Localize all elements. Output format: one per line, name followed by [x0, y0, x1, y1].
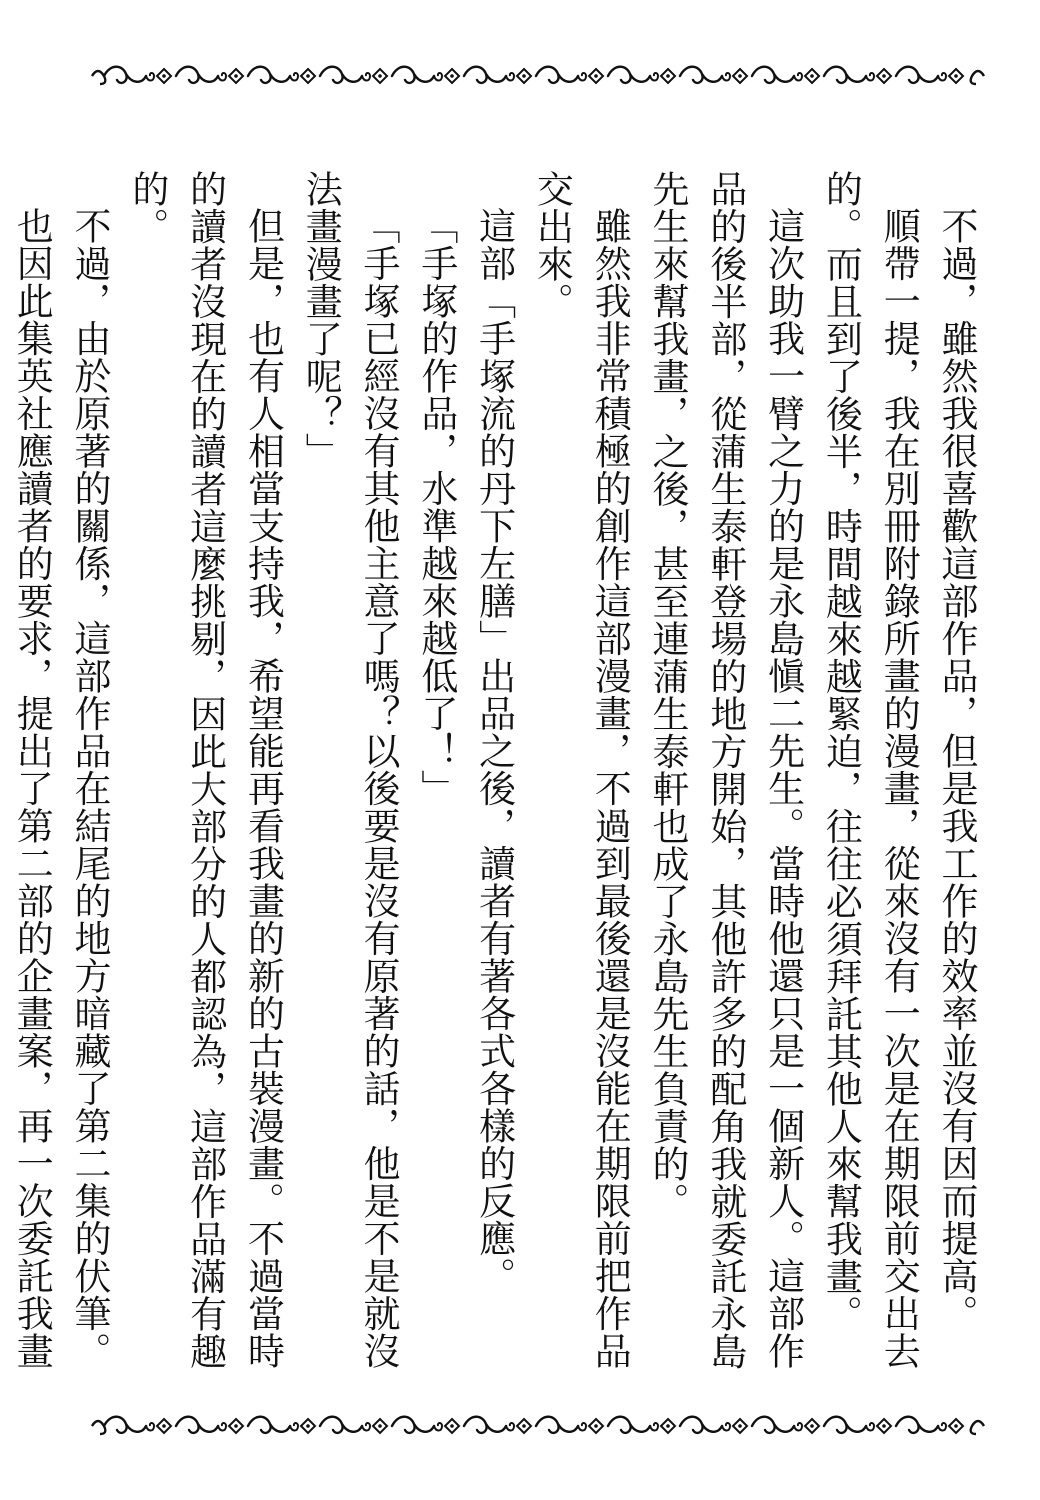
ornament-diamond-dot: [666, 74, 670, 78]
ornament-diamond-dot: [378, 74, 382, 78]
ornament-diamond-dot: [522, 1424, 526, 1428]
paragraph: 也因此集英社應讀者的要求，提出了第二部的企畫案，再一次委託我畫: [10, 207, 54, 1370]
ornament-diamond-dot: [522, 74, 526, 78]
ornament-scroll: [104, 67, 146, 83]
ornament-curl: [722, 1423, 730, 1431]
ornament-curl: [506, 73, 514, 81]
ornament-curl: [794, 1423, 802, 1431]
ornament-diamond-dot: [450, 74, 454, 78]
ornament-diamond-dot: [810, 1424, 814, 1428]
ornament-scroll: [320, 1417, 362, 1433]
ornament-top-svg: [88, 58, 988, 94]
ornament-curl: [650, 1423, 658, 1431]
ornamental-border-bottom: [88, 1408, 988, 1444]
ornament-scroll: [248, 1417, 290, 1433]
ornament-scroll: [392, 67, 434, 83]
paragraph: 「手塚已經沒有其他主意了嗎？以後要是沒有原著的話，他是不是就沒法畫漫畫了呢？」: [299, 170, 401, 1370]
ornament-curl: [866, 1423, 874, 1431]
ornament-diamond-dot: [954, 1424, 958, 1428]
ornament-diamond-dot: [594, 74, 598, 78]
ornament-scroll: [320, 67, 362, 83]
ornament-end-scroll: [971, 1421, 984, 1434]
ornament-scroll: [896, 1417, 938, 1433]
ornament-curl: [362, 73, 370, 81]
ornament-curl: [218, 73, 226, 81]
ornament-scroll: [680, 1417, 722, 1433]
ornament-end-scroll: [92, 1421, 105, 1434]
ornament-diamond-dot: [954, 74, 958, 78]
ornament-diamond-dot: [810, 74, 814, 78]
ornament-curl: [146, 73, 154, 81]
ornament-diamond-dot: [738, 1424, 742, 1428]
ornament-diamond-dot: [882, 74, 886, 78]
paragraph: 不過，由於原著的關係，這部作品在結尾的地方暗藏了第二集的伏筆。: [68, 207, 112, 1370]
ornament-scroll: [608, 67, 650, 83]
ornament-diamond-dot: [162, 74, 166, 78]
paragraph: 不過，雖然我很喜歡這部作品，但是我工作的效率並沒有因而提高。: [935, 207, 978, 1332]
vertical-text-body: [10, 170, 985, 1400]
ornament-diamond-dot: [234, 74, 238, 78]
ornament-curl: [794, 73, 802, 81]
ornament-diamond-dot: [594, 1424, 598, 1428]
paragraph: 這次助我一臂之力的是永島愼二先生。當時他還只是一個新人。這部作品的後半部，從蒲生泰軒登場的地方開始，其他許多的配角我就委託永島先生來幫我畫，之後，甚至連蒲生泰軒也成了永島先生負責的。: [646, 170, 805, 1370]
ornament-curl: [866, 73, 874, 81]
paragraph: 雖然我非常積極的創作這部漫畫，不過到最後還是沒能在期限前把作品交出來。: [530, 170, 632, 1370]
ornament-end-scroll: [92, 71, 105, 84]
ornament-curl: [506, 1423, 514, 1431]
ornament-diamond-dot: [234, 1424, 238, 1428]
ornament-end-scroll: [971, 71, 984, 84]
ornament-curl: [938, 1423, 946, 1431]
ornament-diamond-dot: [450, 1424, 454, 1428]
paragraph: 但是，也有人相當支持我，希望能再看我畫的新的古裝漫畫。不過當時的讀者沒現在的讀者這麼挑剔，因此大部分的人都認為，這部作品滿有趣的。: [125, 170, 285, 1370]
ornament-scroll: [464, 1417, 506, 1433]
ornamental-border-top: [88, 58, 988, 94]
ornament-diamond-dot: [882, 1424, 886, 1428]
ornament-diamond-dot: [162, 1424, 166, 1428]
paragraph: 「手塚的作品，水準越來越低了！」: [414, 207, 458, 807]
ornament-scroll: [536, 67, 578, 83]
ornament-curl: [290, 1423, 298, 1431]
ornament-scroll: [680, 67, 722, 83]
ornament-diamond-dot: [738, 74, 742, 78]
ornament-scroll: [608, 1417, 650, 1433]
ornament-curl: [146, 1423, 154, 1431]
ornament-curl: [938, 73, 946, 81]
ornament-scroll: [176, 1417, 218, 1433]
ornament-scroll: [896, 67, 938, 83]
ornament-diamond-dot: [378, 1424, 382, 1428]
ornament-scroll: [176, 67, 218, 83]
ornament-scroll: [536, 1417, 578, 1433]
ornament-scroll: [464, 67, 506, 83]
paragraph: 這部「手塚流的丹下左膳」出品之後，讀者有著各式各樣的反應。: [472, 207, 516, 1295]
ornament-diamond-dot: [306, 74, 310, 78]
ornament-bottom-svg: [88, 1408, 988, 1444]
ornament-scroll: [752, 1417, 794, 1433]
ornament-scroll: [824, 67, 866, 83]
ornament-curl: [434, 73, 442, 81]
ornament-diamond-dot: [666, 1424, 670, 1428]
ornament-scroll: [248, 67, 290, 83]
paragraph: 順帶一提，我在別冊附錄所畫的漫畫，從來沒有一次是在期限前交出去的。而且到了後半，時間越來越緊迫，往往必須拜託其他人來幫我畫。: [819, 170, 921, 1370]
ornament-curl: [578, 1423, 586, 1431]
ornament-curl: [722, 73, 730, 81]
ornament-scroll: [392, 1417, 434, 1433]
ornament-curl: [218, 1423, 226, 1431]
ornament-curl: [362, 1423, 370, 1431]
ornament-curl: [434, 1423, 442, 1431]
ornament-curl: [578, 73, 586, 81]
ornament-curl: [650, 73, 658, 81]
ornament-curl: [290, 73, 298, 81]
ornament-scroll: [104, 1417, 146, 1433]
ornament-diamond-dot: [306, 1424, 310, 1428]
ornament-scroll: [824, 1417, 866, 1433]
ornament-scroll: [752, 67, 794, 83]
